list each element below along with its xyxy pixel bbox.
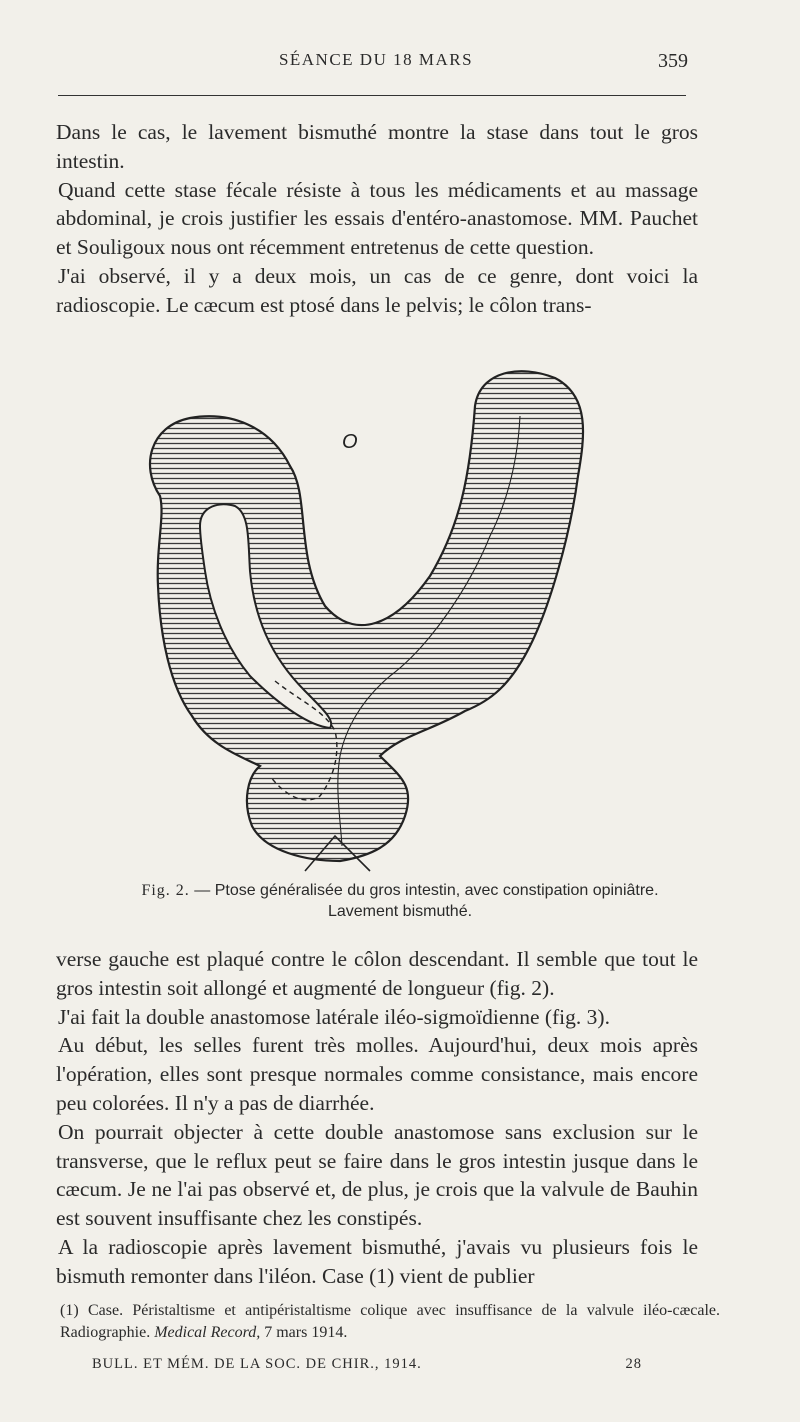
footnote-text: Case. Péristaltisme et antipéristaltisme colique avec insuffisance de la valvule iléo-cæcale. Radiographie. <box>60 1302 721 1341</box>
footnote-date: 7 mars 1914. <box>264 1324 348 1341</box>
body-text-bottom <box>56 945 698 1291</box>
footnote <box>60 1300 720 1344</box>
intestine-illustration <box>130 356 590 876</box>
body-text-top <box>56 118 698 320</box>
header-rule <box>58 95 686 96</box>
footer-journal: BULL. ET MÉM. DE LA SOC. DE CHIR., 1914. <box>92 1356 422 1372</box>
paragraph: On pourrait objecter à cette double anastomose sans exclusion sur le transverse, que le reflux peut se faire dans le gros intestin jusque dans le cæcum. Je ne l'ai pas observé et, de plus, je crois que la valvule de Bauhin est souvent insuffisante chez les constipés. <box>56 1119 698 1231</box>
caption-text: — Ptose généralisée du gros intestin, avec constipation opiniâtre. <box>194 882 659 899</box>
caption-line-2: Lavement bismuthé. <box>327 903 473 920</box>
figure-caption <box>60 880 740 922</box>
caption-line-1 <box>60 880 740 901</box>
page-footer <box>92 1356 652 1373</box>
footnote-journal: Medical Record, <box>154 1324 261 1341</box>
paragraph: verse gauche est plaqué contre le côlon descendant. Il semble que tout le gros intestin soit allongé et augmenté de longueur (fig. 2). <box>56 947 698 1000</box>
caption-fig-number: Fig. 2. <box>141 882 190 899</box>
colon-shape <box>150 371 583 861</box>
footer-signature: 28 <box>625 1356 642 1372</box>
running-header <box>56 50 696 80</box>
paragraph: J'ai fait la double anastomose latérale iléo-sigmoïdienne (fig. 3). <box>58 1004 610 1029</box>
footnote-marker: (1) <box>60 1302 79 1319</box>
paragraph: J'ai observé, il y a deux mois, un cas de ce genre, dont voici la radioscopie. Le cæcum est ptosé dans le pelvis; le côlon trans- <box>56 263 698 317</box>
paragraph: Dans le cas, le lavement bismuthé montre la stase dans tout le gros intestin. <box>56 120 698 173</box>
paragraph: Au début, les selles furent très molles. Aujourd'hui, deux mois après l'opération, elles sont presque normales comme consistance, mais encore peu colorées. Il n'y a pas de diarrhée. <box>56 1033 698 1115</box>
header-title: SÉANCE DU 18 MARS <box>278 50 474 69</box>
paragraph: Quand cette stase fécale résiste à tous les médicaments et au massage abdominal, je crois justifier les essais d'entéro-anastomose. MM. Pauchet et Souligoux nous ont récemment entretenus de cette question. <box>56 177 698 260</box>
paragraph: A la radioscopie après lavement bismuthé, j'avais vu plusieurs fois le bismuth remonter dans l'iléon. Case (1) vient de publier <box>56 1234 698 1288</box>
page-number: 359 <box>658 50 688 72</box>
figure-label: O <box>342 431 358 453</box>
